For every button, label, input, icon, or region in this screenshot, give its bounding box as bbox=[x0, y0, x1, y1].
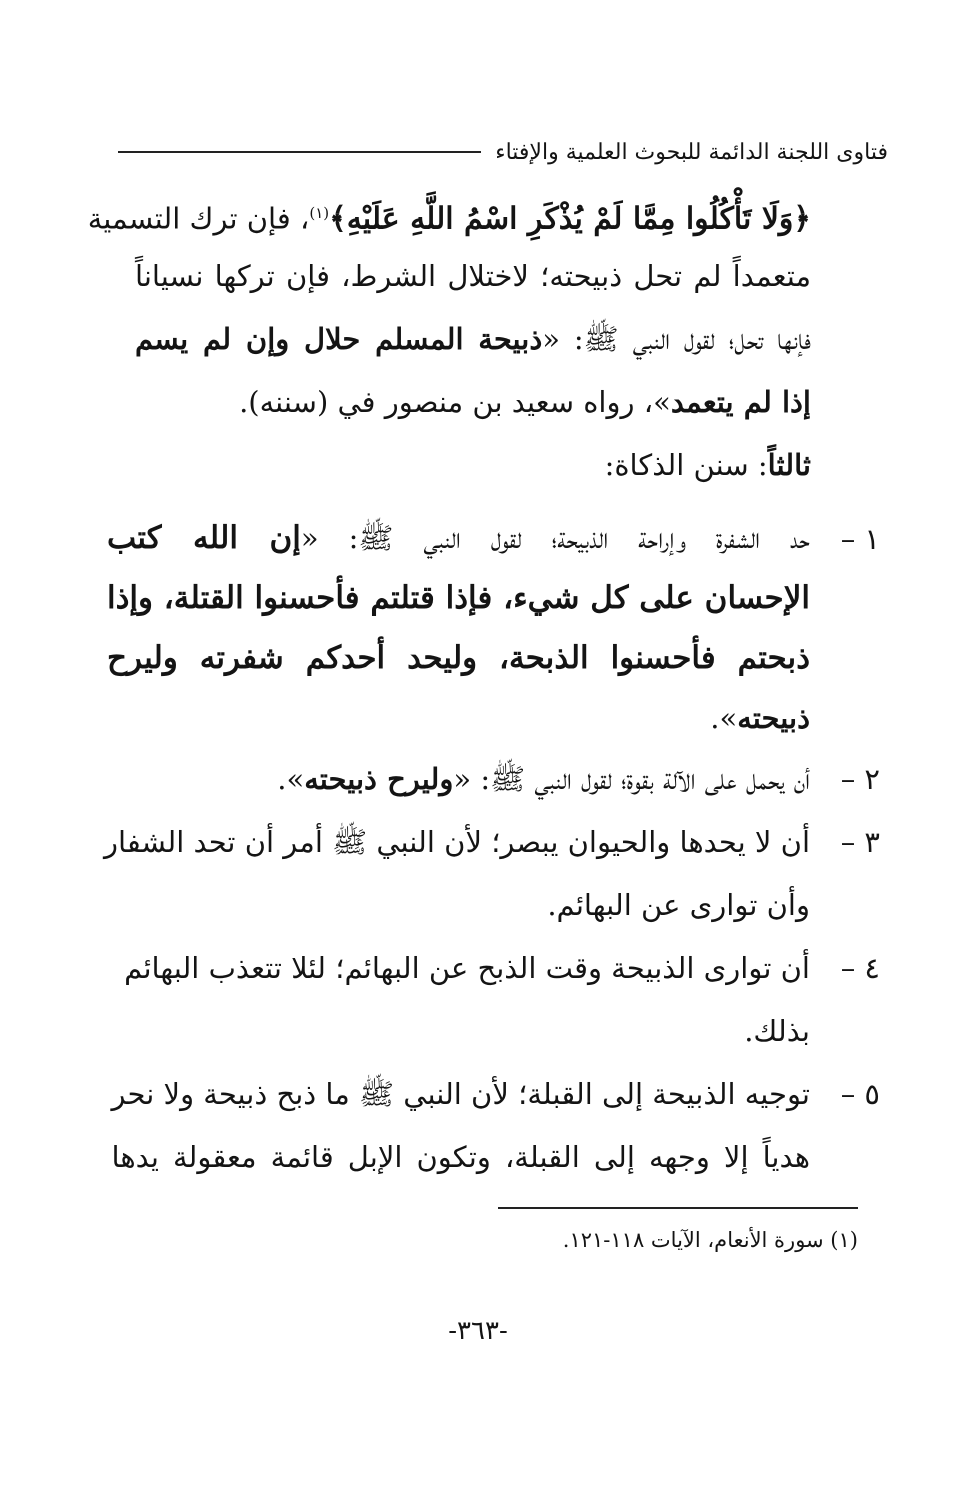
footnote-rule bbox=[498, 1207, 858, 1209]
list-item-number: ٥ – bbox=[840, 1077, 880, 1111]
list-item bbox=[124, 937, 880, 1063]
footnote: (١) سورة الأنعام، الآيات ١١٨-١٢١. bbox=[562, 1228, 858, 1252]
list-line-text: ». bbox=[277, 762, 305, 796]
section-heading-text: : سنن الذكاة: bbox=[604, 448, 768, 482]
list-item-text bbox=[107, 508, 810, 748]
list-line bbox=[107, 688, 810, 748]
list-line: بذلك. bbox=[744, 1014, 810, 1048]
body-line-4 bbox=[135, 371, 811, 434]
header-title: فتاوى اللجنة الدائمة للبحوث العلمية والإفتاء bbox=[495, 139, 888, 165]
list-line: وأن توارى عن البهائم. bbox=[547, 888, 810, 922]
list-line-text: حد الشفرة وإراحة الذبيحة؛ لقول النبي ﷺ: « bbox=[300, 521, 810, 555]
hadith-line: الإحسان على كل شيء، فإذا قتلتم فأحسنوا القتلة، وإذا bbox=[106, 580, 810, 616]
list-item-text bbox=[112, 1063, 810, 1189]
list-item bbox=[104, 811, 880, 937]
list-line bbox=[134, 748, 810, 811]
hadith-line: ذبحتم فأحسنوا الذبحة، وليحد أحدكم شفرته وليرح bbox=[106, 640, 810, 676]
hadith-text: ذبيحة المسلم حلال وإن لم يسم bbox=[135, 322, 543, 356]
body-line-1 bbox=[87, 182, 811, 245]
footnote-marker: (١) bbox=[309, 204, 330, 222]
sunan-list bbox=[104, 508, 880, 1189]
list-item-text bbox=[104, 811, 810, 937]
body-line-3 bbox=[135, 308, 811, 371]
list-line: هدياً إلا وجهه إلى القبلة، وتكون الإبل قائمة معقولة يدها bbox=[111, 1140, 810, 1174]
header-rule bbox=[118, 151, 481, 153]
hadith-text: إن الله كتب bbox=[106, 520, 301, 556]
body-line-3-text: فإنها تحل؛ لقول النبي ﷺ: « bbox=[542, 322, 811, 356]
list-item-text bbox=[124, 937, 810, 1063]
list-line bbox=[107, 508, 810, 568]
list-item-number: ١ – bbox=[840, 522, 880, 556]
page-number: -٣٦٣- bbox=[448, 1316, 508, 1346]
section-heading bbox=[135, 434, 811, 497]
list-line: توجيه الذبيحة إلى القبلة؛ لأن النبي ﷺ ما ذبح ذبيحة ولا نحر bbox=[111, 1077, 810, 1111]
body-paragraph bbox=[87, 182, 811, 497]
list-item-number: ٢ – bbox=[840, 762, 880, 796]
hadith-text-end: ذبيحته bbox=[737, 701, 810, 735]
body-line-1-rest: ، فإن ترك التسمية bbox=[87, 201, 310, 236]
hadith-text-end: إذا لم يتعمد bbox=[670, 385, 811, 419]
list-line-text: ». bbox=[710, 701, 738, 735]
list-item-number: ٣ – bbox=[840, 825, 880, 859]
list-item bbox=[106, 508, 880, 748]
list-item-text bbox=[134, 748, 810, 811]
hadith-text: وليرح ذبيحته bbox=[304, 762, 454, 796]
running-header bbox=[118, 132, 888, 172]
section-heading-label: ثالثاً bbox=[767, 448, 811, 482]
list-item bbox=[134, 748, 880, 811]
list-item-number: ٤ – bbox=[840, 951, 880, 985]
body-line-4-text: »، رواه سعيد بن منصور في (سننه). bbox=[239, 385, 671, 419]
quran-verse: ﴿وَلَا تَأْكُلُوا مِمَّا لَمْ يُذْكَرِ اسْمُ اللَّهِ عَلَيْهِ﴾ bbox=[329, 201, 811, 237]
list-item bbox=[111, 1063, 880, 1189]
list-line: أن توارى الذبيحة وقت الذبح عن البهائم؛ لئلا تتعذب البهائم bbox=[124, 951, 810, 985]
list-line-text: أن يحمل على الآلة بقوة؛ لقول النبي ﷺ: « bbox=[453, 762, 810, 796]
body-line-2: متعمداً لم تحل ذبيحته؛ لاختلال الشرط، فإن تركها نسياناً bbox=[135, 259, 811, 293]
list-line: أن لا يحدها والحيوان يبصر؛ لأن النبي ﷺ أمر أن تحد الشفار bbox=[104, 825, 810, 859]
